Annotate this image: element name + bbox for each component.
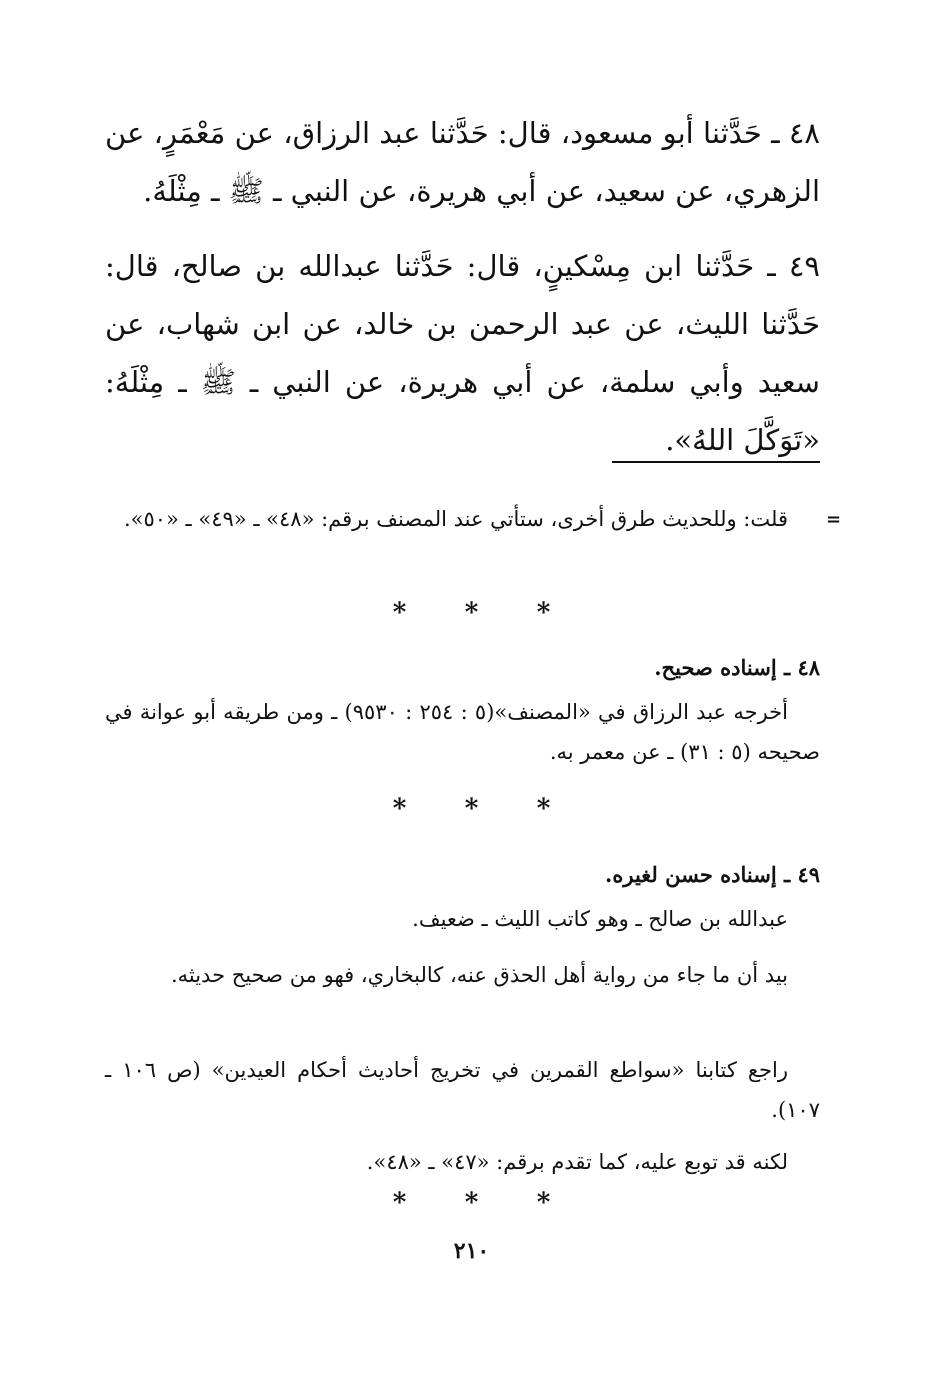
note-48-text: أخرجه عبد الرزاق في «المصنف»(٥ : ٢٥٤ : ٩٥٣٠) ـ ومن طريقه أبو عوانة في صحيحه (٥ : ٣١) ـ عن معمر به. bbox=[105, 700, 820, 764]
asterisk-icon: * bbox=[536, 1188, 551, 1218]
asterisk-icon: * bbox=[464, 1188, 479, 1218]
section-separator bbox=[0, 1188, 943, 1218]
asterisk-icon: * bbox=[464, 794, 479, 824]
asterisk-icon: * bbox=[536, 794, 551, 824]
note-49-line-2: بيد أن ما جاء من رواية أهل الحذق عنه، كالبخاري، فهو من صحيح حديثه. bbox=[170, 963, 788, 987]
note-49-line-3: راجع كتابنا «سواطع القمرين في تخريج أحاديث أحكام العيدين» (ص ١٠٦ ـ ١٠٧). bbox=[105, 1058, 820, 1122]
asterisk-icon: * bbox=[464, 598, 479, 628]
continuation-mark: = bbox=[826, 509, 842, 530]
footnote-text: قلت: وللحديث طرق أخرى، ستأتي عند المصنف برقم: «٤٨» ـ «٤٩» ـ «٥٠». bbox=[123, 507, 788, 531]
asterisk-icon: * bbox=[392, 598, 407, 628]
section-separator bbox=[0, 794, 943, 824]
note-49-title: ٤٩ ـ إسناده حسن لغيره. bbox=[605, 862, 820, 887]
asterisk-icon: * bbox=[392, 794, 407, 824]
footnote-divider bbox=[612, 461, 820, 463]
note-48-title: ٤٨ ـ إسناده صحيح. bbox=[654, 655, 820, 680]
section-separator bbox=[0, 598, 943, 628]
note-49-line-4: لكنه قد توبع عليه، كما تقدم برقم: «٤٧» ـ «٤٨». bbox=[366, 1150, 788, 1174]
hadith-48: ٤٨ ـ حَدَّثنا أبو مسعود، قال: حَدَّثنا عبد الرزاق، عن مَعْمَرٍ، عن الزهري، عن سعيد، عن أبي هريرة، عن النبي ـ ﷺ ـ مِثْلَهُ. bbox=[105, 116, 820, 208]
note-49-line-1: عبدالله بن صالح ـ وهو كاتب الليث ـ ضعيف. bbox=[412, 907, 788, 931]
asterisk-icon: * bbox=[392, 1188, 407, 1218]
page-number: ٢١٠ bbox=[453, 1238, 490, 1264]
asterisk-icon: * bbox=[536, 598, 551, 628]
hadith-49: ٤٩ ـ حَدَّثنا ابن مِسْكينٍ، قال: حَدَّثنا عبدالله بن صالح، قال: حَدَّثنا الليث، عن عبد الرحمن بن خالد، عن ابن شهاب، عن سعيد وأبي سلمة، عن أبي هريرة، عن النبي ـ ﷺ ـ مِثْلَهُ: «تَوَكَّلَ اللهُ». bbox=[105, 249, 820, 457]
